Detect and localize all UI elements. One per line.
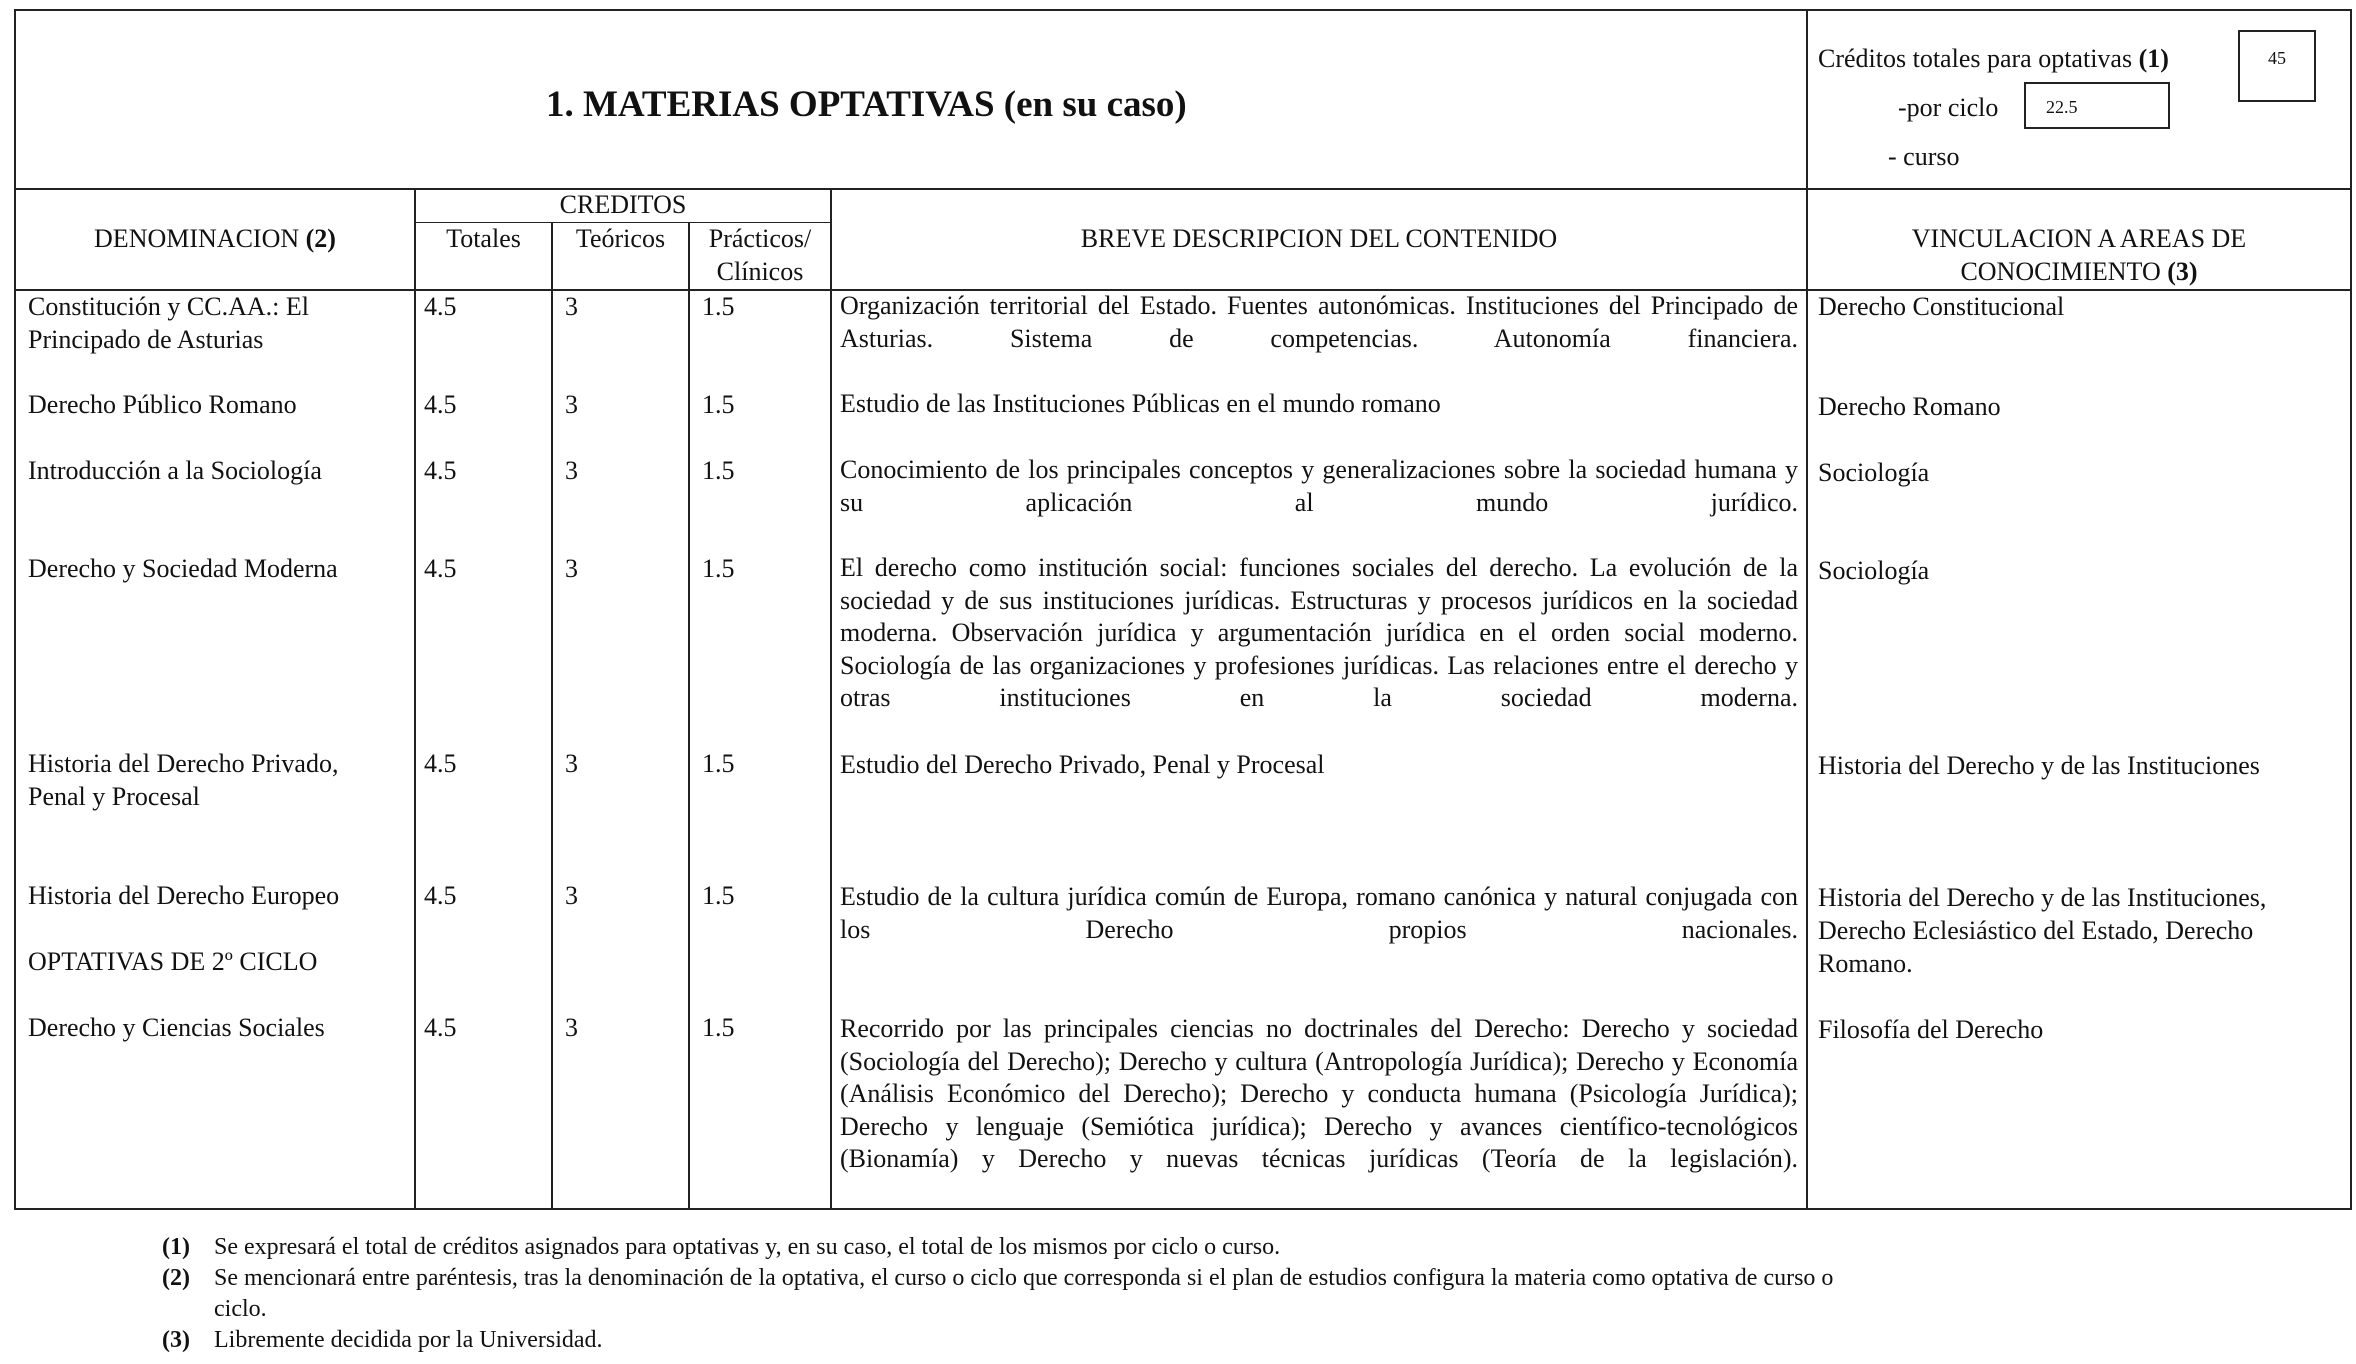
row-area [1818,1013,2043,1046]
row-practicos: 1.5 [702,390,735,419]
row-totales: 4.5 [424,749,457,778]
row-description: Estudio de la cultura jurídica común de Europa, romano canónica y natural conjugada con los Derecho propios nacionales. [840,882,1798,944]
footnote-ref: (2) [162,1265,190,1291]
row-name [28,290,309,356]
header-vinculacion-text: CONOCIMIENTO [1960,257,2168,286]
row-area-line: Sociología [1818,458,1930,487]
row-name-line: Historia del Derecho Europeo [28,881,340,910]
row-practicos: 1.5 [702,554,735,583]
row-practicos: 1.5 [702,749,735,778]
footnote [162,1325,190,1356]
row-totales: 4.5 [424,390,457,419]
row-name [28,747,338,813]
header-vinculacion [1808,222,2350,288]
footnote-text [214,1263,1833,1325]
row-name [28,879,339,912]
row-name-line: Derecho y Ciencias Sociales [28,1013,325,1042]
row-name [28,388,297,421]
footnote-ref: (1) [162,1234,190,1260]
header-vinculacion-ref: (3) [2167,257,2198,286]
header-creditos: CREDITOS [559,190,687,219]
row-teoricos: 3 [565,292,578,321]
row-area-line: Sociología [1818,556,1930,585]
footnote-ref: (3) [162,1327,190,1353]
row-area [1818,456,1929,489]
footnote-line: ciclo. [214,1296,267,1322]
header-descripcion: BREVE DESCRIPCION DEL CONTENIDO [1080,224,1558,253]
row-description: Recorrido por las principales ciencias no doctrinales del Derecho: Derecho y sociedad (Sociología del Derecho); Derecho y cultura (Antropología Jurídica); Derecho y Economía (Análisis Económico del Derecho); Derecho y conducta humana (Psicología Jurídica); Derecho y lenguaje (Semiótica jurídica); Derecho y avances científico-tecnológicos (Bionamía) y Derecho y nuevas técnicas jurídicas (Teoría de la legislación). [840,1014,1798,1173]
row-name-line: Principado de Asturias [28,325,264,354]
header-denominacion [16,222,414,255]
row-name-line: Penal y Procesal [28,782,200,811]
total-credits-ref: (1) [2138,44,2169,73]
row-area-line: Filosofía del Derecho [1818,1015,2044,1044]
row-name [28,552,338,585]
row-area-line: Historia del Derecho y de las Instituciones [1818,751,2260,780]
row-name-line: Derecho y Sociedad Moderna [28,554,338,583]
row-practicos: 1.5 [702,456,735,485]
footnote-text [214,1232,1280,1263]
total-credits-value: 45 [2238,30,2316,102]
row-area [1818,881,2266,980]
row-teoricos: 3 [565,390,578,419]
row-name-line: Historia del Derecho Privado, [28,749,339,778]
row-area-line: Historia del Derecho y de las Instituciones, [1818,883,2267,912]
row-description: Organización territorial del Estado. Fuentes autonómicas. Instituciones del Principado de Asturias. Sistema de competencias. Autonomía financiera. [840,291,1798,353]
row-description: Conocimiento de los principales conceptos y generalizaciones sobre la sociedad humana y su aplicación al mundo jurídico. [840,455,1798,517]
header-teoricos: Teóricos [575,224,666,253]
header-totales: Totales [446,224,521,253]
header-practicos-line2: Clínicos [716,257,804,286]
header-denominacion-ref: (2) [305,224,336,253]
row-practicos: 1.5 [702,881,735,910]
header-vinculacion-line1: VINCULACION A AREAS DE [1911,224,2247,253]
footnote [162,1232,190,1263]
row-teoricos: 3 [565,554,578,583]
row-practicos: 1.5 [702,292,735,321]
row-area [1818,554,1929,587]
row-totales: 4.5 [424,456,457,485]
row-name [28,454,322,487]
row-totales: 4.5 [424,1013,457,1042]
row-totales: 4.5 [424,554,457,583]
row-name [28,1011,325,1044]
row-teoricos: 3 [565,881,578,910]
row-area-line: Romano. [1818,949,1913,978]
row-teoricos: 3 [565,456,578,485]
page-title: 1. MATERIAS OPTATIVAS (en su caso) [546,84,1187,125]
row-practicos: 1.5 [702,1013,735,1042]
row-name-line: Constitución y CC.AA.: El [28,292,309,321]
total-credits-label [1818,42,2169,75]
footnote [162,1263,190,1294]
row-teoricos: 3 [565,749,578,778]
curso-label: - curso [1888,142,1960,171]
footnote-text [214,1325,603,1356]
ciclo-value: 22.5 [2024,82,2170,129]
footnote-line: Se mencionará entre paréntesis, tras la denominación de la optativa, el curso o ciclo que corresponda si el plan de estudios configura la materia como optativa de curso o [214,1265,1834,1291]
row-name-line: Derecho Público Romano [28,390,297,419]
total-credits-label-text: Créditos totales para optativas [1818,44,2139,73]
header-vinculacion-line2 [1808,255,2350,288]
row-description: El derecho como institución social: funciones sociales del derecho. La evolución de la sociedad y de sus instituciones jurídicas. Estructuras y procesos jurídicos en la sociedad moderna. Observación jurídica y argumentación jurídica en el orden social moderno. Sociología de las organizaciones y profesiones jurídicas. Las relaciones entre el derecho y otras instituciones en la sociedad moderna. [840,553,1798,712]
row-area-line: Derecho Romano [1818,392,2001,421]
row-area [1818,390,2001,423]
row-teoricos: 3 [565,1013,578,1042]
header-denominacion-text: DENOMINACION [94,224,306,253]
section-label: OPTATIVAS DE 2º CICLO [28,947,318,976]
ciclo-label: -por ciclo [1898,93,1999,122]
row-totales: 4.5 [424,292,457,321]
row-name-line: Introducción a la Sociología [28,456,322,485]
row-description: Estudio de las Instituciones Públicas en el mundo romano [840,389,1441,418]
row-area [1818,749,2260,782]
row-area-line: Derecho Constitucional [1818,292,2065,321]
header-practicos [690,222,830,288]
row-area [1818,290,2064,323]
footnote-line: Se expresará el total de créditos asignados para optativas y, en su caso, el total de los mismos por ciclo o curso. [214,1234,1281,1260]
footnote-line: Libremente decidida por la Universidad. [214,1327,603,1353]
row-description: Estudio del Derecho Privado, Penal y Procesal [840,750,1325,779]
header-practicos-line1: Prácticos/ [708,224,812,253]
row-totales: 4.5 [424,881,457,910]
row-area-line: Derecho Eclesiástico del Estado, Derecho [1818,916,2254,945]
